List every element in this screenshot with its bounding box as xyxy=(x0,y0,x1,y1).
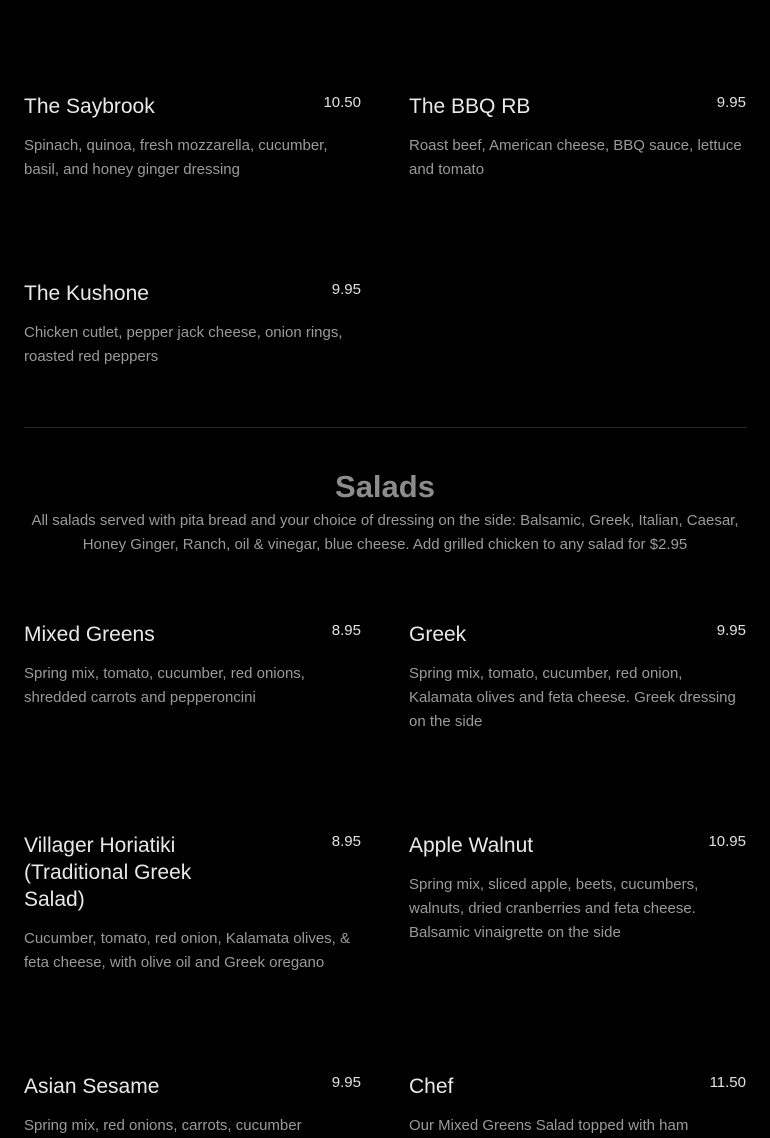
menu-item-price: 9.95 xyxy=(716,94,746,111)
menu-item-name: The BBQ RB xyxy=(409,95,531,118)
menu-item-description: Our Mixed Greens Salad topped with ham xyxy=(409,1117,689,1134)
menu-item-price: 10.50 xyxy=(323,94,361,111)
menu-item-header xyxy=(24,832,361,913)
section-divider xyxy=(24,427,746,428)
menu-item-description: Cucumber, tomato, red onion, Kalamata olives, & feta cheese, with olive oil and Greek oregano xyxy=(24,930,351,971)
menu-item-description: Spring mix, red onions, carrots, cucumber xyxy=(24,1117,302,1134)
menu-item-saybrook xyxy=(24,93,361,182)
menu-item-price: 9.95 xyxy=(331,1074,361,1091)
menu-item-price: 8.95 xyxy=(331,833,361,850)
menu-item-apple-walnut xyxy=(409,832,746,945)
menu-item-description: Spring mix, tomato, cucumber, red onion, Kalamata olives and feta cheese. Greek dressing on the side xyxy=(409,665,736,730)
menu-item-name: The Kushone xyxy=(24,282,149,305)
menu-item-description: Spring mix, sliced apple, beets, cucumbers, walnuts, dried cranberries and feta cheese. Balsamic vinaigrette on the side xyxy=(409,876,699,941)
menu-item-name: Chef xyxy=(409,1075,454,1098)
menu-item-name: Asian Sesame xyxy=(24,1075,160,1098)
menu-item-greek xyxy=(409,621,746,734)
menu-item-price: 8.95 xyxy=(331,622,361,639)
section-note-salads: All salads served with pita bread and your choice of dressing on the side: Balsamic, Greek, Italian, Caesar, Honey Ginger, Ranch, oil & vinegar, blue cheese. Add grilled chicken to any salad for $2.95 xyxy=(31,512,739,553)
section-title-salads: Salads xyxy=(335,469,435,504)
menu-item-header xyxy=(24,1073,361,1100)
menu-item-header xyxy=(24,280,361,307)
menu-item-name: The Saybrook xyxy=(24,95,155,118)
menu-item-description: Spinach, quinoa, fresh mozzarella, cucumber, basil, and honey ginger dressing xyxy=(24,137,328,178)
menu-item-price: 11.50 xyxy=(709,1074,746,1091)
menu-item-description: Roast beef, American cheese, BBQ sauce, lettuce and tomato xyxy=(409,137,742,178)
menu-item-description: Chicken cutlet, pepper jack cheese, onion rings, roasted red peppers xyxy=(24,324,343,365)
menu-item-header xyxy=(409,621,746,648)
menu-item-kushone xyxy=(24,280,361,369)
menu-item-header xyxy=(409,93,746,120)
menu-item-name: Apple Walnut xyxy=(409,834,534,857)
menu-item-name: Villager Horiatiki (Traditional Greek Salad) xyxy=(24,834,192,911)
menu-item-asian-sesame xyxy=(24,1073,361,1138)
menu-item-bbq-rb xyxy=(409,93,746,182)
menu-item-price: 10.95 xyxy=(708,833,746,850)
menu-item-header xyxy=(409,1073,746,1100)
menu-item-name: Mixed Greens xyxy=(24,623,155,646)
menu-item-header xyxy=(24,93,361,120)
menu-item-mixed-greens xyxy=(24,621,361,710)
menu-item-price: 9.95 xyxy=(331,281,361,298)
menu-item-chef xyxy=(409,1073,746,1138)
menu-item-price: 9.95 xyxy=(716,622,746,639)
menu-item-description: Spring mix, tomato, cucumber, red onions, shredded carrots and pepperoncini xyxy=(24,665,305,706)
menu-item-name: Greek xyxy=(409,623,467,646)
menu-item-villager-horiatiki xyxy=(24,832,361,975)
menu-item-header xyxy=(409,832,746,859)
menu-item-header xyxy=(24,621,361,648)
